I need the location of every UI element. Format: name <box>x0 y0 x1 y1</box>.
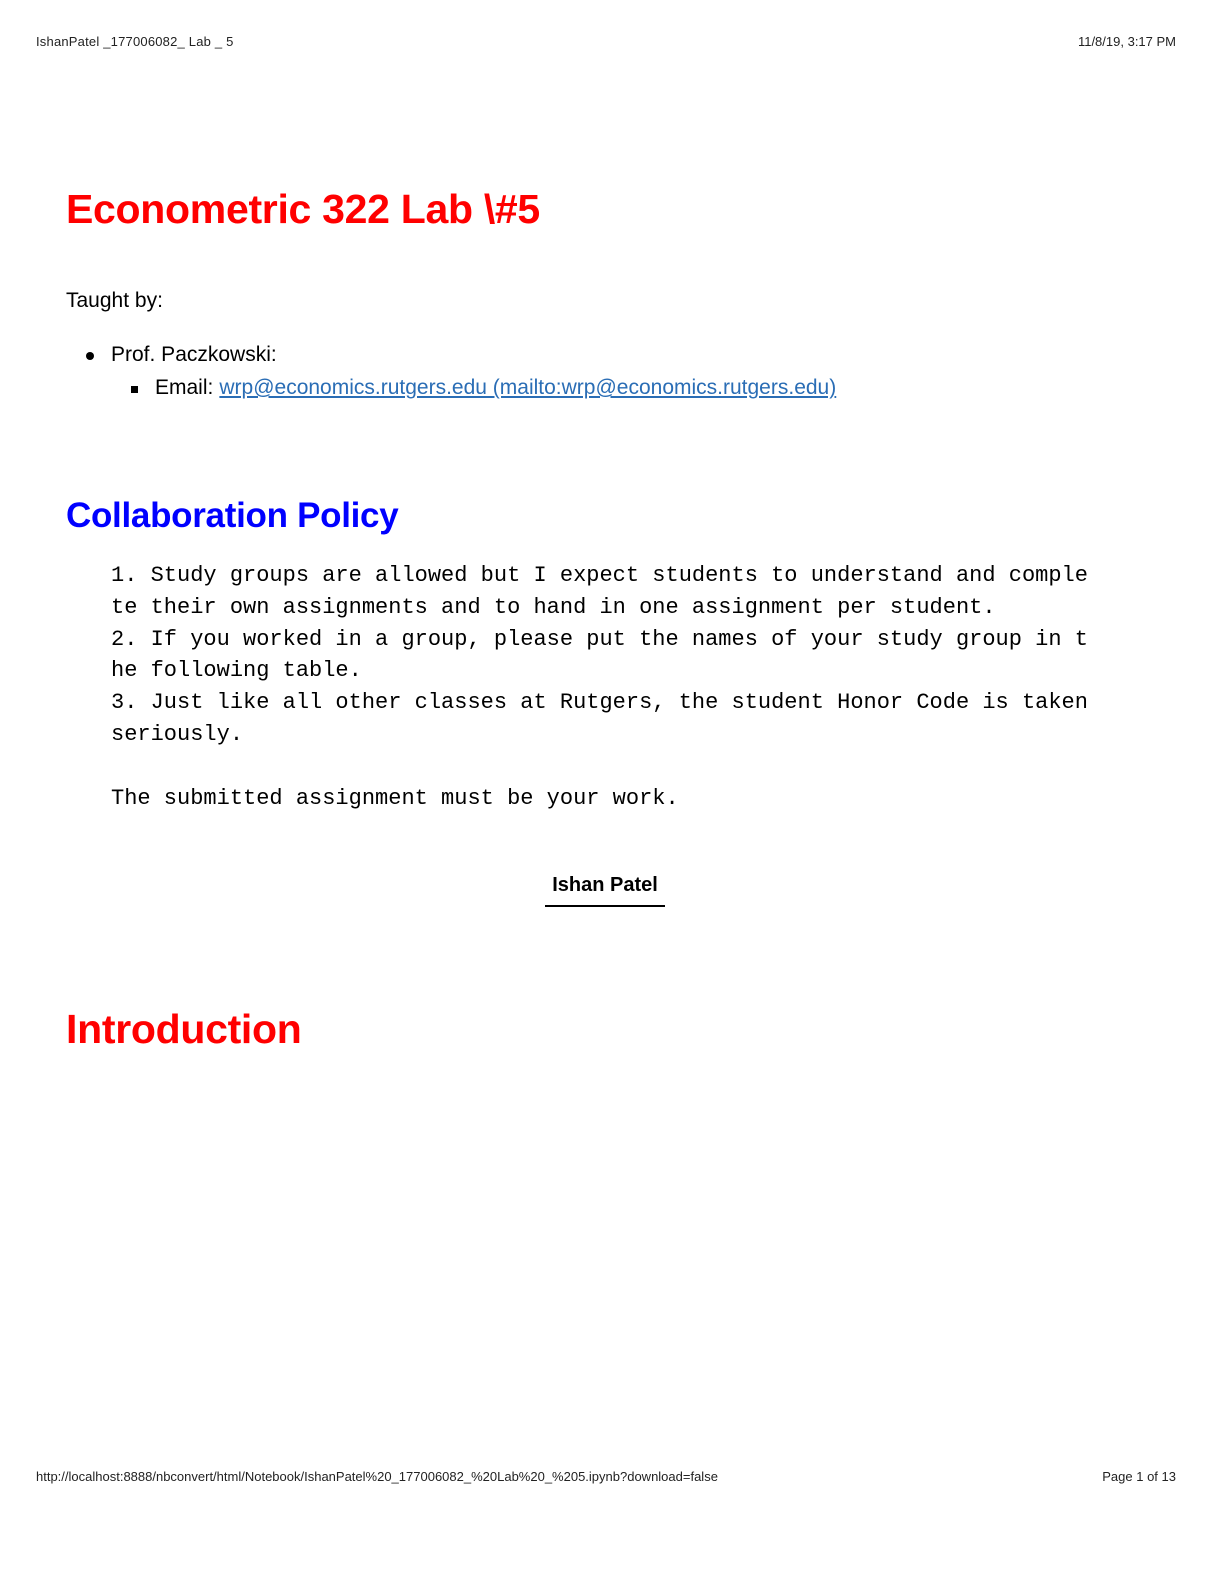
print-header-datetime: 11/8/19, 3:17 PM <box>1077 34 1176 49</box>
bullet-disc-icon <box>86 352 94 360</box>
collaboration-policy-text: 1. Study groups are allowed but I expect students to understand and comple te their own assignments and to hand in one assignment per student. 2. If you worked in a group, please put the names of your study group in t he following table. 3. Just like all other classes at Rutgers, the student Honor Code is taken seriously. The submitted assignment must be your work. <box>111 563 1088 811</box>
print-header-doc-name: IshanPatel _177006082_ Lab _ 5 <box>36 34 234 49</box>
introduction-heading: Introduction <box>66 1006 302 1052</box>
print-footer-page-number: Page 1 of 13 <box>1102 1469 1176 1484</box>
instructor-name: Prof. Paczkowski: <box>111 343 277 366</box>
email-list-item <box>131 376 836 400</box>
email-label: Email: <box>155 376 214 399</box>
print-footer-url: http://localhost:8888/nbconvert/html/Notebook/IshanPatel%20_177006082_%20Lab%20_%205.ipynb?download=false <box>36 1469 718 1484</box>
email-link[interactable]: wrp@economics.rutgers.edu (mailto:wrp@economics.rutgers.edu) <box>219 376 837 399</box>
instructor-list-item <box>86 343 277 367</box>
collaboration-policy-heading: Collaboration Policy <box>66 496 399 535</box>
student-name-cell: Ishan Patel <box>545 874 665 907</box>
bullet-square-icon <box>131 386 138 393</box>
page-title: Econometric 322 Lab \#5 <box>66 186 540 232</box>
taught-by-label: Taught by: <box>66 289 163 312</box>
